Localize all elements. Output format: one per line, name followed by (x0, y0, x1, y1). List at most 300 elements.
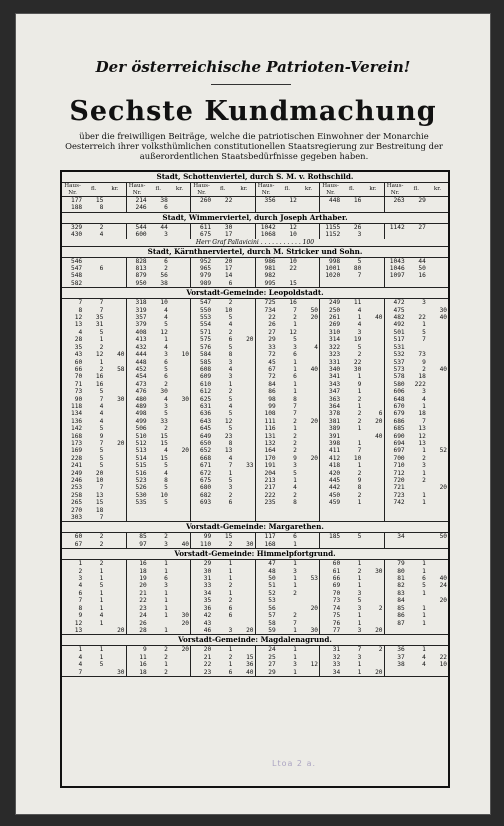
table-row: 34 50 (397, 533, 448, 541)
table-row: 87 1 (397, 619, 426, 627)
table-row: 454 6 (135, 373, 168, 381)
table-row: 13 20 (74, 626, 125, 634)
table-row: 86 1 (268, 388, 297, 396)
table-column (385, 533, 449, 548)
table-section (62, 172, 448, 213)
table-row: 459 1 (328, 499, 362, 507)
table-row: 448 16 (328, 197, 362, 204)
table-row: 168 9 (70, 432, 104, 440)
table-column (320, 646, 385, 676)
table-row: 108 7 (264, 410, 297, 418)
table-row: 90 7 30 (74, 395, 125, 403)
table-row: 142 5 (70, 425, 104, 433)
table-row: 498 5 (135, 410, 168, 418)
table-row: 72 6 (268, 373, 297, 381)
table-row: 8 1 (78, 604, 104, 612)
table-row: 690 12 (393, 432, 426, 440)
table-row: 575 6 20 (199, 336, 254, 344)
table-row: 452 5 (135, 365, 168, 373)
table-row: 576 5 (199, 343, 233, 351)
table-row: 606 3 (393, 388, 426, 396)
table-row: 85 1 (397, 604, 426, 612)
table-row: 60 1 (74, 358, 104, 366)
section-heading: Vorstadt-Gemeinde: Himmelpfortgrund. (62, 549, 448, 560)
table-row: 21 2 15 (203, 653, 254, 661)
section-note: Herr Graf Pallavicini . . . . . . . . . . . 100 (195, 238, 315, 246)
table-row: 879 56 (135, 272, 168, 280)
table-row: 1046 50 (389, 265, 426, 273)
table-row: 643 12 (199, 417, 233, 425)
table-row: 66 1 (332, 575, 362, 583)
table-row: 214 38 (135, 197, 168, 204)
table-row: 742 1 (393, 499, 426, 507)
table-row: 363 2 (328, 395, 362, 403)
table-row: 693 6 (199, 499, 233, 507)
table-row: 432 4 (135, 343, 168, 351)
table-row: 43 (203, 619, 212, 627)
table-row: 648 4 (393, 395, 426, 403)
table-row: 697 1 52 (393, 447, 448, 455)
table-row: 269 4 (328, 321, 362, 329)
table-row: 79 1 (397, 560, 426, 568)
table-row: 111 2 20 (264, 417, 319, 425)
table-row: 995 15 (264, 279, 297, 287)
table-row: 686 7 (393, 417, 426, 425)
table-row: 34 1 20 (332, 668, 383, 676)
title-divider (211, 84, 291, 85)
table-row: 501 5 (393, 328, 426, 336)
table-row: 217 4 (264, 484, 297, 492)
table-row: 408 12 (135, 328, 168, 336)
table-section (62, 549, 448, 635)
table-row: 213 1 (264, 477, 297, 484)
table-row: 514 15 (135, 454, 168, 462)
table-row: 118 4 (70, 402, 104, 410)
table-row: 482 22 40 (393, 314, 448, 322)
table-row: 253 7 (70, 484, 104, 492)
table-row: 46 3 20 (203, 626, 254, 634)
table-row: 67 1 40 (268, 365, 319, 373)
column-header: Haus-Nr. fl. kr. (62, 183, 126, 197)
table-row: 411 7 (328, 447, 362, 455)
table-column (256, 299, 321, 521)
table-row: 25 1 (268, 653, 297, 661)
table-row: 668 4 (199, 454, 233, 462)
table-column (191, 299, 256, 521)
table-row: 322 5 (328, 343, 362, 351)
table-row: 571 2 (199, 328, 233, 336)
table-row: 952 20 (199, 257, 233, 265)
table-row: 23 1 (139, 604, 168, 612)
table-row: 38 4 10 (397, 661, 448, 669)
table-row: 636 5 (199, 410, 233, 418)
table-row: 13 31 (74, 321, 104, 329)
table-row: 173 7 20 (70, 439, 125, 447)
table-row: 61 2 30 (332, 567, 383, 575)
table-row: 645 5 (199, 425, 233, 433)
table-row: 31 7 2 (332, 646, 383, 654)
table-column (385, 646, 449, 676)
table-row: 523 8 (135, 477, 168, 484)
table-row: 357 4 (135, 314, 168, 322)
table-row: 169 5 (70, 447, 104, 455)
table-section (62, 522, 448, 549)
table-row: 720 2 (393, 477, 426, 484)
table-column (385, 258, 449, 288)
table-row: 531 (393, 343, 405, 351)
table-row: 81 6 40 (397, 575, 448, 583)
table-row: 721 20 (393, 484, 448, 492)
table-row: 4 5 (78, 661, 104, 669)
table-row: 314 19 (328, 336, 362, 344)
table-row: 32 3 (332, 653, 362, 661)
table-row: 20 1 (203, 646, 233, 654)
table-row: 204 5 (264, 469, 297, 477)
table-row: 26 1 (268, 321, 297, 329)
table-row: 582 (70, 279, 83, 287)
table-row: 513 4 20 (135, 447, 190, 455)
table-row: 1155 26 (325, 223, 362, 231)
table-column (256, 560, 321, 634)
table-row: 185 5 (328, 533, 362, 541)
table-row: 430 4 (70, 231, 104, 239)
table-section (62, 247, 448, 289)
table-column (127, 299, 192, 521)
table-row: 4 1 (78, 653, 104, 661)
table-row: 23 6 40 (203, 668, 254, 676)
table-row: 950 38 (135, 279, 168, 287)
table-column (385, 299, 449, 521)
table-column (385, 560, 449, 634)
table-row: 450 2 (328, 491, 362, 499)
table-row: 7 1 (78, 597, 104, 605)
table-row: 249 11 (328, 299, 362, 307)
table-row: 66 2 58 (74, 365, 125, 373)
table-row: 45 1 (268, 358, 297, 366)
table-row: 33 2 (203, 582, 233, 590)
section-heading: Vorstadt-Gemeinde: Magdalenagrund. (62, 635, 448, 646)
table-row: 813 2 (135, 265, 168, 273)
table-row: 515 5 (135, 462, 168, 470)
table-row: 74 3 2 (332, 604, 383, 612)
column-header: Haus-Nr. fl. kr. (385, 183, 449, 197)
table-row: 265 15 (70, 499, 104, 507)
column-header: Haus-Nr. fl. kr. (127, 183, 191, 197)
table-row: 584 8 (199, 351, 233, 359)
table-row: 110 2 30 (199, 540, 254, 548)
table-row: 51 1 (268, 582, 297, 590)
table-row: 480 4 30 (135, 395, 190, 403)
table-row: 331 22 (328, 358, 362, 366)
table-row: 675 5 (199, 477, 233, 484)
table-row: 31 1 (203, 575, 233, 583)
table-row: 98 8 (268, 395, 297, 403)
table-row: 22 2 20 (268, 314, 319, 322)
table-column (256, 258, 321, 288)
table-row: 364 1 (328, 402, 362, 410)
table-row: 82 5 24 (397, 582, 448, 590)
table-row: 250 4 (328, 306, 362, 314)
table-row: 979 14 (199, 272, 233, 280)
society-title: Der österreichische Patrioten-Verein! (95, 58, 411, 76)
table-row: 4 5 (78, 582, 104, 590)
table-row: 611 30 (199, 223, 233, 231)
table-row: 24 1 30 (139, 612, 190, 620)
table-column (127, 533, 192, 548)
table-row: 132 2 (264, 439, 297, 447)
table-row: 70 16 (74, 373, 104, 381)
table-row: 473 2 (135, 380, 168, 388)
table-row: 83 1 (397, 589, 426, 597)
table-row: 235 8 (264, 499, 297, 507)
table-row: 420 2 (328, 469, 362, 477)
table-row: 16 1 (139, 560, 168, 568)
table-row: 260 22 (199, 197, 233, 204)
table-column (127, 258, 192, 288)
table-row: 58 7 (268, 619, 297, 627)
table-row: 680 3 (199, 484, 233, 492)
table-column (256, 224, 321, 239)
table-row: 1 1 (78, 646, 104, 654)
table-row: 517 7 (393, 336, 426, 344)
column-header: Haus-Nr. fl. kr. (191, 183, 255, 197)
table-row: 694 13 (393, 439, 426, 447)
table-row: 71 16 (74, 380, 104, 388)
table-row: 546 (70, 257, 83, 265)
table-row: 445 9 (328, 477, 362, 484)
table-column (320, 183, 385, 212)
table-row: 30 1 (203, 567, 233, 575)
table-row: 679 18 (393, 410, 426, 418)
table-row: 270 18 (70, 506, 104, 514)
table-column (127, 560, 192, 634)
table-row: 981 22 (264, 265, 297, 273)
table-row: 448 6 (135, 358, 168, 366)
table-row: 356 12 (264, 197, 297, 204)
table-row: 532 73 (393, 351, 426, 359)
table-row: 73 5 (332, 597, 362, 605)
table-row: 42 6 (203, 612, 233, 620)
table-row: 610 1 (199, 380, 233, 388)
table-row: 56 20 (268, 604, 319, 612)
table-row: 712 1 (393, 469, 426, 477)
table-row: 548 (70, 272, 83, 280)
table-row: 4 5 (78, 328, 104, 336)
table-row: 29 1 (268, 668, 297, 676)
table-row: 682 2 (199, 491, 233, 499)
table-row: 1001 80 (325, 265, 362, 273)
table-row: 43 12 40 (74, 351, 125, 359)
table-row: 965 17 (199, 265, 233, 273)
table-column (191, 183, 256, 212)
table-row: 116 1 (264, 425, 297, 433)
table-row: 475 30 (393, 306, 448, 314)
table-row: 18 2 (139, 668, 168, 676)
table-row: 608 4 (199, 365, 233, 373)
table-row: 246 10 (70, 477, 104, 484)
table-row: 1020 7 (325, 272, 362, 280)
table-row: 241 5 (70, 462, 104, 470)
table-row: 77 3 20 (332, 626, 383, 634)
table-row: 472 3 (393, 299, 426, 307)
table-row: 378 2 6 (328, 410, 383, 418)
table-row: 48 3 (268, 567, 297, 575)
table-row: 3 1 (78, 575, 104, 583)
table-column (127, 183, 192, 212)
table-row: 34 1 (203, 589, 233, 597)
table-column (62, 560, 127, 634)
table-row: 554 4 (199, 321, 233, 329)
table-row: 600 3 (135, 231, 168, 239)
table-row: 261 1 40 (328, 314, 383, 322)
table-row: 510 15 (135, 432, 168, 440)
table-column (191, 533, 256, 548)
table-row: 8 7 (78, 306, 104, 314)
table-column (191, 224, 256, 239)
table-row: 164 2 (264, 447, 297, 455)
table-row: 672 1 (199, 469, 233, 477)
table-row: 36 1 (397, 646, 426, 654)
section-heading: Stadt, Kärnthnerviertel, durch M. Stricker und Sohn. (62, 247, 448, 258)
table-row: 1042 12 (260, 223, 297, 231)
table-row: 512 15 (135, 439, 168, 447)
table-row: 700 2 (393, 454, 426, 462)
table-row: 340 30 (328, 365, 362, 373)
table-row: 134 4 (70, 410, 104, 418)
table-column (127, 224, 192, 239)
table-row: 75 1 (332, 612, 362, 620)
table-row: 649 23 (199, 432, 233, 440)
table-row: 489 3 (135, 402, 168, 410)
table-row: 20 3 (139, 582, 168, 590)
table-column (191, 646, 256, 676)
table-row: 530 10 (135, 491, 168, 499)
table-row: 303 7 (70, 514, 104, 522)
table-column (191, 560, 256, 634)
table-row: 59 1 30 (268, 626, 319, 634)
table-row: 310 3 (328, 328, 362, 336)
table-row: 188 8 (70, 204, 104, 212)
table-row: 70 3 (332, 589, 362, 597)
table-row: 516 4 (135, 469, 168, 477)
table-row: 50 1 53 (268, 575, 319, 583)
table-row: 506 2 (135, 425, 168, 433)
table-row: 580 222 (393, 380, 426, 388)
table-row: 329 2 (70, 223, 104, 231)
table-column (256, 646, 321, 676)
page-title: Sechste Kundmachung (69, 96, 437, 127)
table-row: 986 10 (264, 257, 297, 265)
table-row: 72 6 (268, 351, 297, 359)
table-row: 989 6 (199, 279, 233, 287)
table-row: 379 5 (135, 321, 168, 329)
table-row: 18 1 (139, 567, 168, 575)
section-heading: Vorstadt-Gemeinde: Leopoldstadt. (62, 288, 448, 299)
table-section (62, 213, 448, 247)
table-row: 526 5 (135, 484, 168, 492)
table-column (62, 533, 127, 548)
section-heading: Vorstadt-Gemeinde: Margarethen. (62, 522, 448, 533)
table-row: 33 1 (332, 661, 362, 669)
table-column (385, 224, 449, 239)
table-row: 9 4 (78, 612, 104, 620)
table-row: 444 3 10 (135, 351, 190, 359)
table-row: 19 6 (139, 575, 168, 583)
table-row: 391 40 (328, 432, 383, 440)
table-row: 573 2 40 (393, 365, 448, 373)
table-row: 1152 3 (325, 231, 362, 239)
table-row: 631 4 (199, 402, 233, 410)
table-row: 228 5 (70, 454, 104, 462)
table-column (62, 258, 127, 288)
table-row: 389 1 (328, 425, 362, 433)
table-row: 318 10 (135, 299, 168, 307)
table-row: 553 5 (199, 314, 233, 322)
table-row: 381 2 20 (328, 417, 383, 425)
table-row: 97 3 40 (139, 540, 190, 548)
table-row: 544 44 (135, 223, 168, 231)
table-row: 650 8 (199, 439, 233, 447)
table-row: 85 2 (139, 533, 168, 541)
column-header: Haus-Nr. fl. kr. (320, 183, 384, 197)
table-row: 177 15 (70, 197, 104, 204)
table-row: 398 1 (328, 439, 362, 447)
table-column (256, 533, 321, 548)
table-row: 35 2 (74, 343, 104, 351)
table-column (320, 258, 385, 288)
table-row: 36 6 (203, 604, 233, 612)
table-row: 29 5 (268, 336, 297, 344)
table-row: 547 6 (70, 265, 104, 273)
table-row: 136 4 (70, 417, 104, 425)
table-column (62, 299, 127, 521)
table-row: 131 2 (264, 432, 297, 440)
table-row: 99 7 (268, 402, 297, 410)
table-row: 168 1 (264, 540, 297, 548)
table-row: 609 3 (199, 373, 233, 381)
table-row: 67 2 (74, 540, 104, 548)
table-row: 222 2 (264, 491, 297, 499)
table-row: 24 1 (268, 646, 297, 654)
table-column (62, 183, 127, 212)
table-row: 341 1 (328, 373, 362, 381)
table-row: 418 1 (328, 462, 362, 470)
table-column (320, 224, 385, 239)
table-row: 117 6 (264, 533, 297, 541)
table-row: 37 4 22 (397, 653, 448, 661)
table-row: 170 9 20 (264, 454, 319, 462)
section-heading: Stadt, Schottenviertel, durch S. M. v. Rothschild. (62, 172, 448, 183)
table-row: 723 1 (393, 491, 426, 499)
table-row: 734 7 50 (264, 306, 319, 314)
table-row: 246 6 (135, 204, 168, 212)
table-row: 343 9 (328, 380, 362, 388)
table-column (320, 533, 385, 548)
table-row: 2 1 (78, 567, 104, 575)
table-row: 86 1 (397, 612, 426, 620)
table-row: 84 1 (268, 380, 297, 388)
table-row: 21 1 (139, 589, 168, 597)
table-row: 1043 44 (389, 257, 426, 265)
table-row: 16 1 (139, 661, 168, 669)
table-row: 578 18 (393, 373, 426, 381)
table-row: 29 1 (203, 560, 233, 568)
section-heading: Stadt, Wimmerviertel, durch Joseph Arthaber. (62, 213, 448, 224)
table-row: 26 20 (139, 619, 190, 627)
table-row: 1097 16 (389, 272, 426, 280)
table-row: 22 1 (139, 597, 168, 605)
table-row: 60 2 (74, 533, 104, 541)
